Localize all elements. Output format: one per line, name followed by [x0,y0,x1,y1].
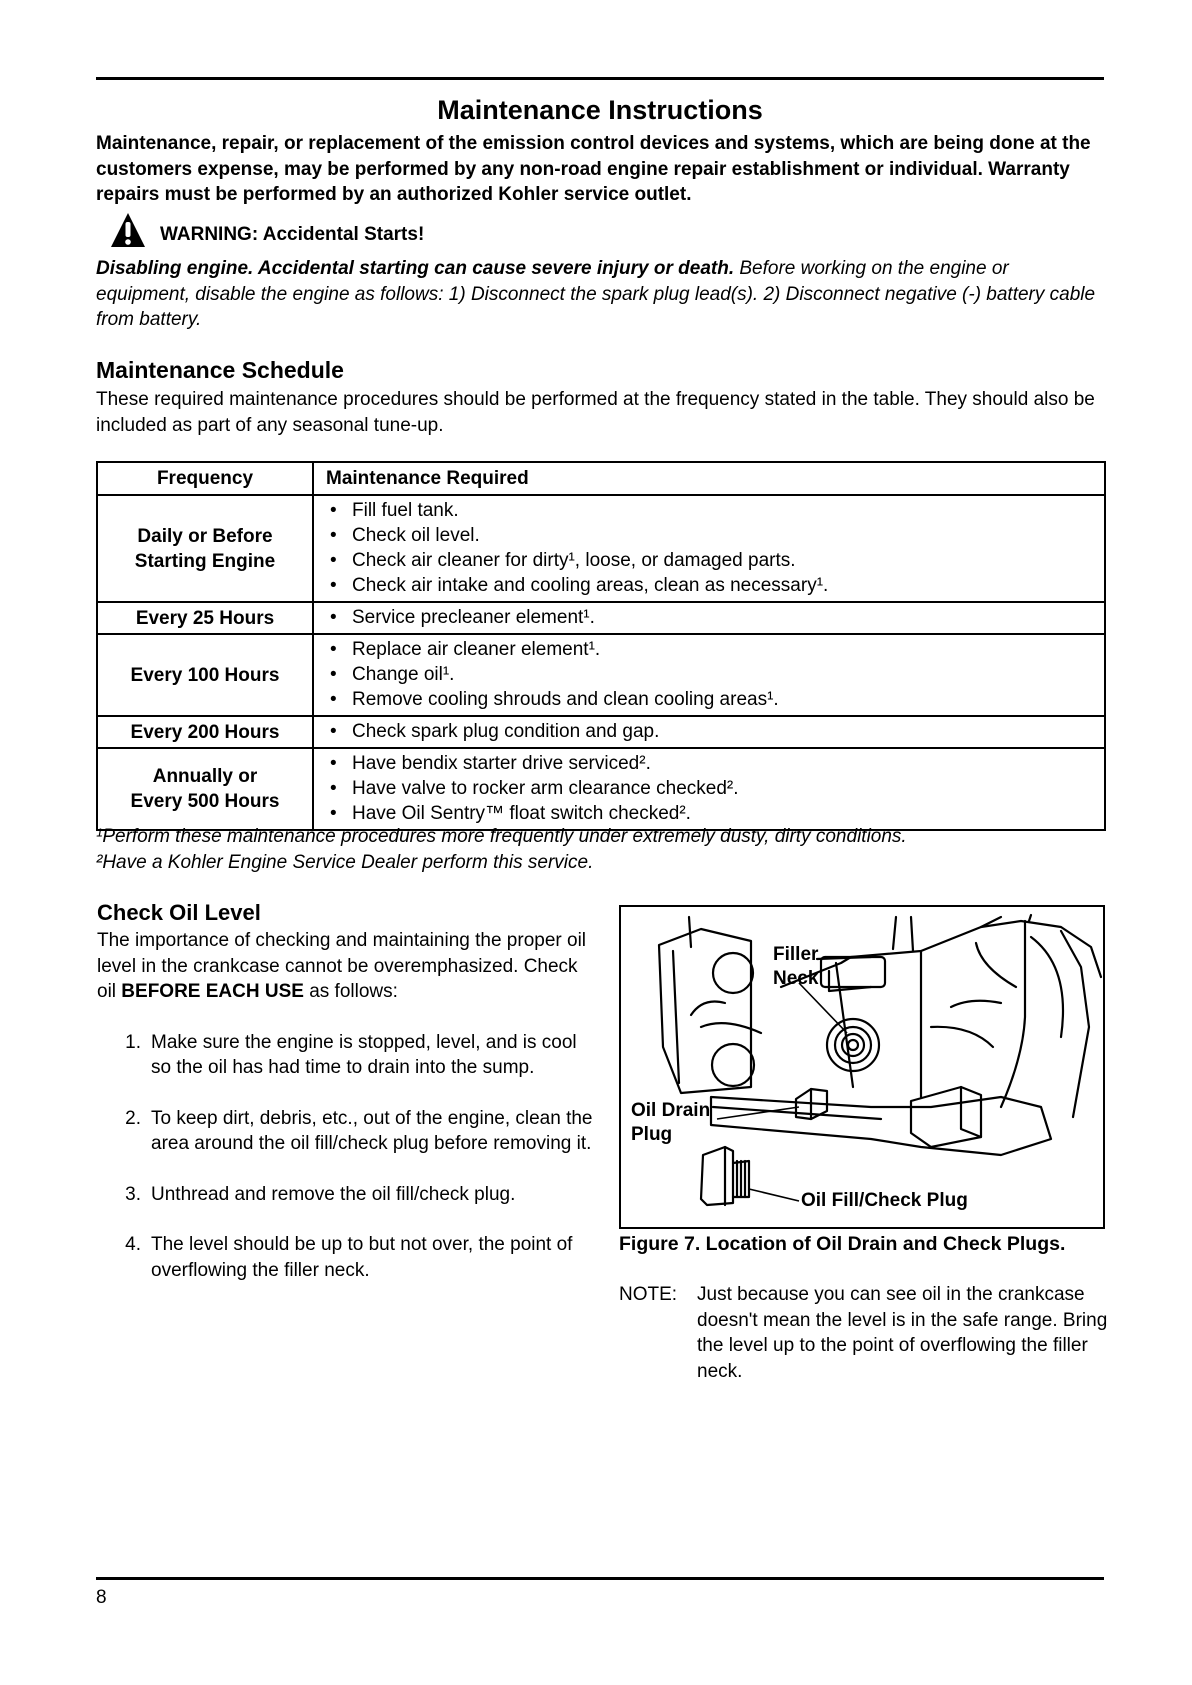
step-number: 1. [125,1031,141,1053]
maintenance-cell [313,716,1105,748]
label-oil-drain-plug [631,1099,710,1147]
table-row [97,748,1105,830]
frequency-line: Annually or [152,766,258,787]
frequency-cell [97,748,313,830]
step-number: 2. [125,1107,141,1129]
check-oil-steps [97,1030,597,1284]
maintenance-cell [313,634,1105,716]
table-header-row [97,462,1105,495]
footnote-1: ¹Perform these maintenance procedures more frequently under extremely dusty, dirty conditions. [96,826,907,847]
check-oil-heading: Check Oil Level [97,900,261,925]
list-item: • Have bendix starter drive serviced². [326,751,1104,776]
step-number: 3. [125,1183,141,1205]
page-number: 8 [96,1587,107,1608]
note-text: Just because you can see oil in the crankcase doesn't mean the level is in the safe range. Bring the level up to the point of overflowing the filler neck. [697,1284,1108,1382]
label-filler-line: Neck [773,968,819,989]
table-row [97,716,1105,748]
list-item: • Service precleaner element¹. [326,605,1104,630]
step-text: The level should be up to but not over, the point of overflowing the filler neck. [151,1234,573,1281]
warning-text: Before working on the engine or equipment, disable the engine as follows: 1) Disconnect the spark plug lead(s). 2) Disconnect negative (-) battery cable from battery. [96,258,1096,330]
frequency-cell [97,716,313,748]
engine-illustration [621,907,1105,1229]
frequency-cell [97,634,313,716]
note-label: NOTE: [619,1284,678,1305]
list-item: • Replace air cleaner element¹. [326,637,1104,662]
col-maintenance: Maintenance Required [313,462,1105,495]
maintenance-cell [313,602,1105,634]
check-oil-intro-b: as follows: [303,981,398,1002]
schedule-section [96,357,344,384]
check-oil-intro [97,928,597,1005]
list-item: • Check air intake and cooling areas, clean as necessary¹. [326,573,1104,598]
frequency-line: Daily or Before [137,525,273,547]
list-item: • Have Oil Sentry™ float switch checked². [326,801,1104,826]
figure-caption: Figure 7. Location of Oil Drain and Check Plugs. [619,1233,1066,1255]
label-drain-line: Plug [631,1124,673,1145]
list-item [97,1232,597,1283]
list-item: • Check oil level. [326,523,1104,548]
footnotes [96,824,907,875]
figure-oil-plugs [619,905,1105,1229]
label-filler-line: Filler [773,944,819,965]
frequency-line: Starting Engine [134,550,276,572]
emission-intro: Maintenance, repair, or replacement of the emission control devices and systems, which are being done at the customers expense, may be performed by any non-road engine repair establishment or individual. Warranty repairs must be performed by an authorized Kohler service outlet. [96,133,1091,205]
warning-heading [110,212,424,248]
list-item [97,1030,597,1081]
table-row [97,634,1105,716]
list-item: • Remove cooling shrouds and clean cooling areas¹. [326,687,1104,712]
label-drain-line: Oil Drain [631,1100,711,1121]
step-number: 4. [125,1234,141,1255]
check-oil-intro-bold: BEFORE EACH USE [121,981,304,1002]
list-item [97,1182,597,1208]
check-oil-intro-a: The importance of checking and maintaining the proper oil level in the crankcase cannot be overemphasized. Check oil [97,930,587,1002]
frequency-line: Every 200 Hours [130,721,280,743]
note [619,1282,1109,1384]
schedule-heading: Maintenance Schedule [96,357,344,383]
frequency-line: Every 100 Hours [130,664,280,686]
warning-body [96,256,1106,333]
frequency-cell [97,602,313,634]
table-row [97,602,1105,634]
footnote-2: ²Have a Kohler Engine Service Dealer perform this service. [96,851,594,873]
schedule-intro: These required maintenance procedures should be performed at the frequency stated in the table. They should also be included as part of any seasonal tune-up. [96,389,1095,436]
table-row [97,495,1105,602]
frequency-line: Every 500 Hours [130,791,280,812]
frequency-line: Every 25 Hours [135,607,275,629]
maintenance-cell [313,495,1105,602]
step-text: To keep dirt, debris, etc., out of the engine, clean the area around the oil fill/check plug before removing it. [151,1107,593,1154]
maintenance-cell [313,748,1105,830]
col-frequency: Frequency [97,462,313,495]
page-title: Maintenance Instructions [437,95,763,125]
check-oil-section [97,900,597,1308]
step-text: Make sure the engine is stopped, level, and is cool so the oil has had time to drain into the sump. [151,1031,577,1078]
list-item: • Change oil¹. [326,662,1104,687]
warning-lead: Disabling engine. Accidental starting can cause severe injury or death. [96,258,735,279]
list-item: • Fill fuel tank. [326,498,1104,523]
warning-triangle-icon [110,212,146,248]
label-oil-fill-check-plug: Oil Fill/Check Plug [801,1190,968,1211]
warning-heading-text: WARNING: Accidental Starts! [160,224,425,245]
label-filler-neck [773,943,818,991]
list-item: • Check spark plug condition and gap. [326,719,1104,744]
step-text: Unthread and remove the oil fill/check plug. [151,1183,516,1205]
frequency-cell [97,495,313,602]
top-rule [96,77,1104,80]
maintenance-schedule-table [96,461,1106,831]
list-item [97,1106,597,1157]
list-item: • Have valve to rocker arm clearance checked². [326,776,1104,801]
list-item: • Check air cleaner for dirty¹, loose, or damaged parts. [326,548,1104,573]
bottom-rule [96,1577,1104,1580]
